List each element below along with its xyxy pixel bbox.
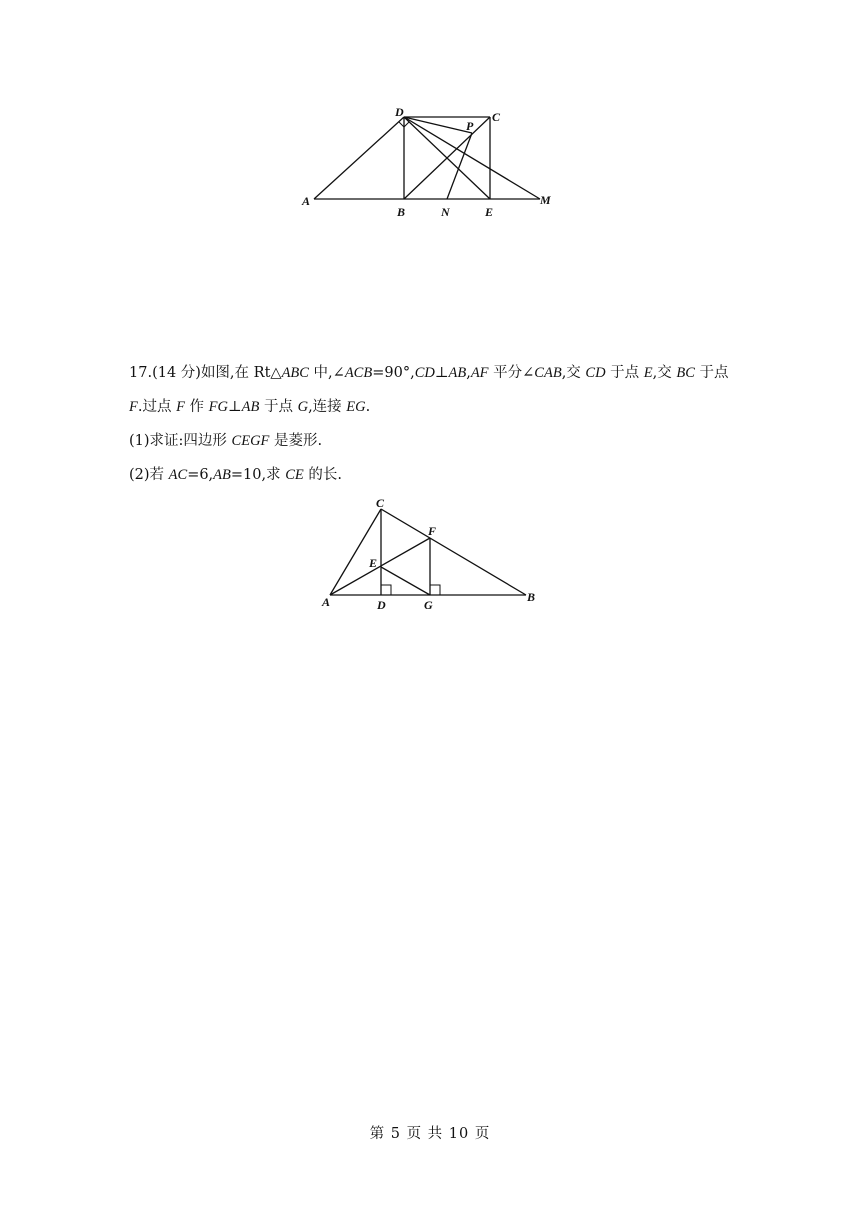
fig2-label-a: A <box>322 595 331 609</box>
fig2-label-d: D <box>377 598 386 612</box>
text-segment: (1)求证:四边形 <box>129 433 232 449</box>
fig1-label-m: M <box>540 193 551 207</box>
text-segment: =90°, <box>372 365 415 381</box>
fig1-label-b: B <box>397 205 406 219</box>
figure-1-diagram <box>300 104 560 220</box>
question-1 <box>129 424 739 458</box>
text-segment: =6, <box>187 467 214 483</box>
figure-2-diagram <box>318 496 548 616</box>
math-var: FG <box>208 399 228 415</box>
math-var: CAB <box>534 365 562 381</box>
text-segment: . <box>365 399 371 415</box>
text-segment: =10,求 <box>230 467 286 483</box>
math-var: CD <box>414 365 435 381</box>
fig2-label-b: B <box>527 590 536 604</box>
text-segment: 的长. <box>303 467 342 483</box>
text-segment: ,交 <box>652 365 677 381</box>
math-var: AC <box>168 467 188 483</box>
math-var: F <box>176 399 185 415</box>
text-segment: 于点 <box>694 365 729 381</box>
math-var: G <box>297 399 309 415</box>
fig1-label-n: N <box>441 205 450 219</box>
math-var: BC <box>676 365 695 381</box>
fig1-label-p: P <box>466 119 474 133</box>
math-var: CEGF <box>231 433 270 449</box>
question-2 <box>129 458 739 492</box>
problem-number: 17. <box>129 365 153 381</box>
fig2-label-e: E <box>369 556 378 570</box>
problem-17-statement <box>129 356 739 424</box>
text-segment: .过点 <box>137 399 177 415</box>
text-segment: ,交 <box>561 365 586 381</box>
fig2-label-c: C <box>376 496 385 510</box>
text-segment: ⊥ <box>228 399 242 415</box>
fig1-label-d: D <box>395 105 404 119</box>
text-segment: 是菱形. <box>269 433 323 449</box>
text-segment: 于点 <box>605 365 644 381</box>
math-var: F <box>129 399 138 415</box>
math-var: AB <box>448 365 467 381</box>
math-var: AF <box>470 365 489 381</box>
text-segment: 如图,在 Rt△ <box>200 365 282 381</box>
fig1-label-e: E <box>485 205 494 219</box>
text-segment: 中,∠ <box>308 365 345 381</box>
text-segment: 平分∠ <box>488 365 535 381</box>
text-segment: 于点 <box>259 399 298 415</box>
text-segment: ,连接 <box>308 399 347 415</box>
page-footer: 第 5 页 共 10 页 <box>369 1126 491 1142</box>
problem-17 <box>129 356 739 492</box>
fig2-label-f: F <box>428 524 437 538</box>
math-var: AB <box>213 467 231 483</box>
math-var: CD <box>585 365 606 381</box>
fig2-label-g: G <box>424 598 433 612</box>
text-segment: 作 <box>184 399 209 415</box>
text-segment: (2)若 <box>129 467 169 483</box>
math-var: CE <box>285 467 304 483</box>
text-segment: ⊥ <box>434 365 449 381</box>
math-var: AB <box>241 399 260 415</box>
math-var: E <box>643 365 653 381</box>
fig1-label-c: C <box>492 110 501 124</box>
problem-score: (14 分) <box>152 365 201 381</box>
fig1-label-a: A <box>302 194 311 208</box>
figure-2 <box>318 496 548 616</box>
math-var: ABC <box>281 365 309 381</box>
math-var: ACB <box>344 365 373 381</box>
math-var: EG <box>346 399 366 415</box>
text-segment: , <box>466 365 471 381</box>
figure-1 <box>300 104 560 220</box>
